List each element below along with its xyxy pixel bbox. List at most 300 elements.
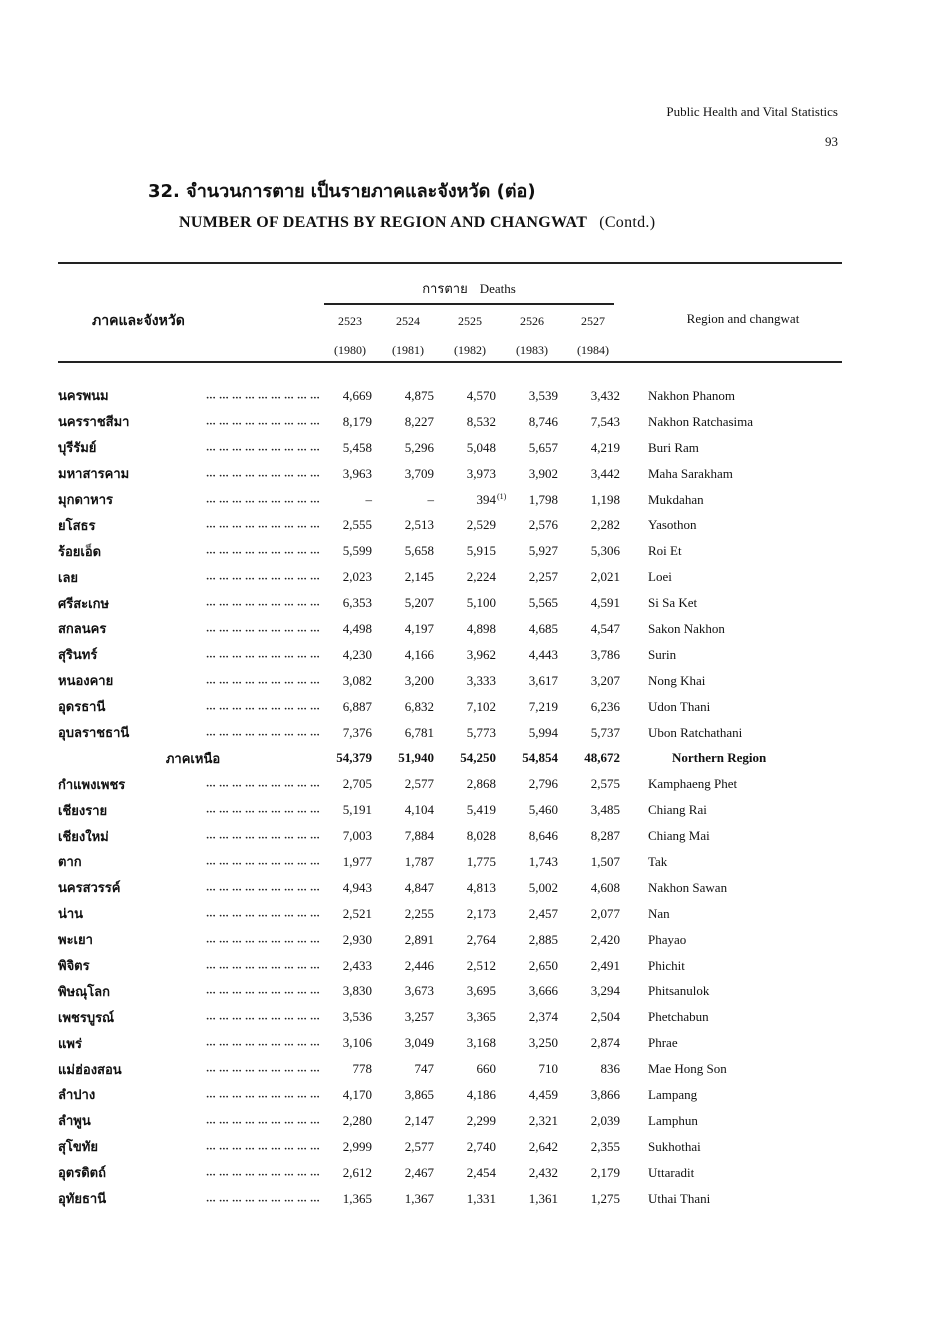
- deaths-value-text: 4,547: [590, 620, 620, 636]
- deaths-value-text: 2,179: [590, 1164, 620, 1180]
- table-row: [58, 668, 766, 694]
- deaths-value: [343, 699, 372, 715]
- changwat-english-name: Nan: [648, 905, 670, 921]
- deaths-value-text: 747: [414, 1061, 434, 1077]
- deaths-value: [591, 621, 620, 637]
- deaths-value-cell: [328, 512, 372, 538]
- deaths-value-cell: [558, 616, 620, 642]
- deaths-value-text: 3,673: [404, 983, 434, 999]
- table-row: [58, 435, 766, 461]
- table-row: [58, 927, 766, 953]
- deaths-value-cell: [434, 642, 496, 668]
- changwat-english-name: Roi Et: [648, 543, 682, 559]
- deaths-value: [343, 569, 372, 585]
- deaths-value: [343, 1139, 372, 1155]
- deaths-value: [529, 906, 558, 922]
- table-row: [58, 564, 766, 590]
- deaths-value: [467, 828, 496, 844]
- deaths-value: [591, 1139, 620, 1155]
- deaths-value-text: 2,355: [590, 1138, 620, 1154]
- deaths-value: [405, 414, 434, 430]
- deaths-value: [343, 906, 372, 922]
- changwat-thai-cell: [58, 435, 328, 461]
- deaths-value-cell: [434, 1030, 496, 1056]
- table-title-thai: 32. จำนวนการตาย เป็นรายภาคและจังหวัด (ต่อ): [148, 181, 536, 202]
- table-row: [58, 978, 766, 1004]
- deaths-value: [343, 543, 372, 559]
- table-row: [58, 849, 766, 875]
- changwat-english-name: Sakon Nakhon: [648, 620, 725, 636]
- deaths-value: [405, 906, 434, 922]
- table-row: [58, 694, 766, 720]
- changwat-thai-cell: [58, 1134, 328, 1160]
- deaths-value: [467, 725, 496, 741]
- deaths-value-text: 4,669: [342, 387, 372, 403]
- deaths-value: [467, 1009, 496, 1025]
- leader-dots: ... ... ... ... ... ... ... ... ...: [206, 467, 320, 480]
- deaths-value-cell: [496, 538, 558, 564]
- running-head: Public Health and Vital Statistics: [666, 104, 838, 119]
- deaths-value-text: 2,077: [590, 905, 620, 921]
- deaths-value-cell: [558, 1186, 620, 1212]
- changwat-thai-name: กำแพงเพชร: [58, 777, 126, 793]
- deaths-value-text: 4,219: [590, 439, 620, 455]
- deaths-value-cell: [496, 953, 558, 979]
- deaths-value-text: 1,775: [466, 853, 496, 869]
- deaths-value: [467, 569, 496, 585]
- deaths-value-text: 3,365: [466, 1009, 496, 1025]
- deaths-value-text: 5,565: [528, 595, 558, 611]
- changwat-thai-cell: [58, 1004, 328, 1030]
- deaths-value-cell: [558, 797, 620, 823]
- leader-dots: ... ... ... ... ... ... ... ... ...: [206, 415, 320, 428]
- changwat-english-name: Nakhon Sawan: [648, 879, 728, 895]
- year-ce-header: (1981): [392, 343, 424, 357]
- deaths-value-cell: [496, 564, 558, 590]
- deaths-value-text: 8,179: [342, 413, 372, 429]
- table-row: [58, 953, 766, 979]
- deaths-value-cell: [328, 1056, 372, 1082]
- deaths-value-text: 4,608: [590, 879, 620, 895]
- deaths-value: [343, 776, 372, 792]
- deaths-value-text: 2,577: [404, 776, 434, 792]
- leader-dots: ... ... ... ... ... ... ... ... ...: [206, 492, 320, 505]
- deaths-value-cell: [496, 1056, 558, 1082]
- changwat-thai-name: น่าน: [58, 907, 84, 923]
- deaths-value-cell: [558, 720, 620, 746]
- changwat-thai-name: อุบลราชธานี: [58, 726, 130, 742]
- changwat-thai-name: สกลนคร: [58, 622, 107, 638]
- changwat-english-name: Buri Ram: [648, 439, 699, 455]
- deaths-value-text: 2,432: [528, 1164, 558, 1180]
- deaths-value: [467, 983, 496, 999]
- table-row: [58, 409, 766, 435]
- changwat-english-name: Udon Thani: [648, 698, 711, 714]
- deaths-value-text: 4,898: [466, 620, 496, 636]
- deaths-value-cell: [496, 409, 558, 435]
- deaths-value-cell: [496, 1004, 558, 1030]
- deaths-value: [343, 621, 372, 637]
- deaths-value-cell: [434, 668, 496, 694]
- deaths-value: [529, 1035, 558, 1051]
- deaths-value-text: 8,028: [466, 828, 496, 844]
- deaths-value: [405, 621, 434, 637]
- deaths-value-cell: [434, 487, 507, 513]
- deaths-value-text: 778: [352, 1061, 372, 1077]
- deaths-value-cell: [328, 1186, 372, 1212]
- deaths-value: [591, 725, 620, 741]
- deaths-value-cell: [496, 978, 558, 1004]
- deaths-value: [467, 1087, 496, 1103]
- deaths-value: [467, 647, 496, 663]
- deaths-value-cell: [372, 1186, 434, 1212]
- leader-dots: ... ... ... ... ... ... ... ... ...: [206, 441, 320, 454]
- table-row: [58, 1186, 766, 1212]
- deaths-value: [405, 388, 434, 404]
- deaths-value-cell: [434, 590, 496, 616]
- deaths-value-text: 8,227: [404, 413, 434, 429]
- deaths-value-text: 2,504: [590, 1009, 620, 1025]
- deaths-value-text: 660: [476, 1061, 496, 1077]
- deaths-value-cell: [328, 745, 372, 771]
- deaths-value-cell: [434, 383, 496, 409]
- deaths-value-cell: [434, 901, 496, 927]
- deaths-value-cell: [558, 694, 620, 720]
- deaths-value: [522, 750, 558, 766]
- deaths-value-text: 5,296: [404, 439, 434, 455]
- deaths-value-cell: [372, 797, 434, 823]
- deaths-value-cell: [372, 1134, 434, 1160]
- deaths-value-text: 3,082: [342, 672, 372, 688]
- changwat-thai-name: นครราชสีมา: [58, 415, 130, 431]
- changwat-thai-name: สุโขทัย: [58, 1140, 98, 1156]
- deaths-value-cell: [372, 1108, 434, 1134]
- deaths-value-text: 5,191: [342, 802, 372, 818]
- deaths-value-cell: [434, 927, 496, 953]
- deaths-value-cell: [328, 668, 372, 694]
- deaths-value-text: 2,039: [590, 1112, 620, 1128]
- deaths-value-cell: [496, 512, 558, 538]
- deaths-value-text: 3,617: [528, 672, 558, 688]
- deaths-value: [467, 440, 496, 456]
- deaths-value-cell: [372, 461, 434, 487]
- deaths-value-cell: [372, 1030, 434, 1056]
- changwat-thai-name: แม่ฮ่องสอน: [58, 1062, 122, 1078]
- table-row: [58, 797, 766, 823]
- deaths-value-cell: [496, 927, 558, 953]
- deaths-value-text: 2,555: [342, 517, 372, 533]
- deaths-value-text: 2,529: [466, 517, 496, 533]
- deaths-value-text: –: [365, 491, 372, 507]
- table-row: [58, 1082, 766, 1108]
- deaths-value-cell: [496, 771, 558, 797]
- deaths-value-cell: [434, 1004, 496, 1030]
- table-row: [58, 538, 766, 564]
- deaths-value: [529, 673, 558, 689]
- deaths-value: [529, 1087, 558, 1103]
- deaths-value-text: 3,786: [590, 646, 620, 662]
- table-row: [58, 875, 766, 901]
- deaths-value: [343, 673, 372, 689]
- deaths-value-cell: [434, 1134, 496, 1160]
- deaths-value-cell: [328, 797, 372, 823]
- year-ce-header: (1982): [454, 343, 486, 357]
- deaths-value: [591, 1035, 620, 1051]
- deaths-value-text: 2,705: [342, 776, 372, 792]
- changwat-thai-name: มหาสารคาม: [58, 467, 130, 483]
- leader-dots: ... ... ... ... ... ... ... ... ...: [206, 907, 320, 920]
- deaths-value-text: 2,891: [404, 931, 434, 947]
- deaths-value-text: 1,743: [528, 853, 558, 869]
- deaths-value-cell: [558, 875, 620, 901]
- deaths-value-text: 3,962: [466, 646, 496, 662]
- deaths-value-cell: [328, 823, 372, 849]
- deaths-value: [467, 880, 496, 896]
- year-be-header: 2524: [396, 314, 420, 328]
- deaths-value-text: 3,294: [590, 983, 620, 999]
- deaths-value-cell: [328, 1134, 372, 1160]
- deaths-value-text: 2,764: [466, 931, 496, 947]
- deaths-value-cell: [496, 694, 558, 720]
- deaths-value: [591, 699, 620, 715]
- deaths-value: [529, 1009, 558, 1025]
- deaths-value: [343, 1191, 372, 1207]
- deaths-value-text: 3,442: [590, 465, 620, 481]
- deaths-value-text: 3,709: [404, 465, 434, 481]
- table-title-english: [179, 214, 655, 232]
- deaths-value-text: 5,599: [342, 543, 372, 559]
- deaths-value: [529, 1191, 558, 1207]
- deaths-value-cell: [372, 409, 434, 435]
- deaths-value: [343, 1113, 372, 1129]
- deaths-value-text: 2,224: [466, 569, 496, 585]
- deaths-value-text: 1,275: [590, 1190, 620, 1206]
- deaths-value-cell: [372, 694, 434, 720]
- deaths-value-cell: [558, 1134, 620, 1160]
- deaths-value-text: 5,927: [528, 543, 558, 559]
- deaths-value: [467, 776, 496, 792]
- deaths-value: [343, 1165, 372, 1181]
- deaths-value: [343, 1009, 372, 1025]
- deaths-value: [529, 699, 558, 715]
- deaths-thai: การตาย: [422, 281, 468, 296]
- deaths-value: [405, 1009, 434, 1025]
- deaths-value-cell: [434, 823, 496, 849]
- deaths-value-cell: [558, 383, 620, 409]
- deaths-value-cell: [558, 1082, 620, 1108]
- changwat-thai-name: พิษณุโลก: [58, 984, 111, 1000]
- deaths-value-text: 1,367: [404, 1190, 434, 1206]
- deaths-value-text: 6,236: [590, 698, 620, 714]
- deaths-value-text: 2,796: [528, 776, 558, 792]
- deaths-value-cell: [434, 435, 496, 461]
- deaths-value-text: 2,650: [528, 957, 558, 973]
- changwat-english-name: Chiang Mai: [648, 828, 710, 844]
- changwat-thai-name: นครพนม: [58, 389, 109, 405]
- deaths-value: [405, 517, 434, 533]
- deaths-value: [529, 440, 558, 456]
- deaths-english: Deaths: [479, 281, 516, 296]
- deaths-value: [405, 983, 434, 999]
- changwat-english-name: Chiang Rai: [648, 802, 707, 818]
- changwat-english-name: Maha Sarakham: [648, 465, 733, 481]
- deaths-value: [591, 595, 620, 611]
- leader-dots: ... ... ... ... ... ... ... ... ...: [206, 803, 320, 816]
- deaths-value-text: 6,781: [404, 724, 434, 740]
- changwat-thai-name: พิจิตร: [58, 959, 90, 975]
- deaths-value: [591, 1191, 620, 1207]
- changwat-thai-cell: [58, 849, 328, 875]
- deaths-value-text: 54,854: [522, 750, 558, 766]
- leader-dots: ... ... ... ... ... ... ... ... ...: [206, 1036, 320, 1049]
- leader-dots: ... ... ... ... ... ... ... ... ...: [206, 725, 320, 738]
- deaths-value-cell: [558, 590, 620, 616]
- changwat-english-name: Sukhothai: [648, 1138, 701, 1154]
- deaths-value-text: 6,353: [342, 595, 372, 611]
- deaths-value: [591, 1009, 620, 1025]
- deaths-value: [343, 517, 372, 533]
- table-top-rule: [58, 262, 842, 264]
- deaths-value-cell: [558, 512, 620, 538]
- deaths-value-cell: [434, 694, 496, 720]
- deaths-value-text: 3,432: [590, 387, 620, 403]
- deaths-value-text: 2,521: [342, 905, 372, 921]
- changwat-english-name: Mae Hong Son: [648, 1061, 727, 1077]
- deaths-value: [476, 491, 507, 508]
- deaths-value-cell: [434, 978, 496, 1004]
- deaths-value-text: 4,166: [404, 646, 434, 662]
- leader-dots: ... ... ... ... ... ... ... ... ...: [206, 570, 320, 583]
- deaths-value-cell: [558, 1004, 620, 1030]
- deaths-value-cell: [434, 720, 496, 746]
- deaths-value-cell: [328, 901, 372, 927]
- deaths-value-cell: [558, 564, 620, 590]
- deaths-value-cell: [328, 590, 372, 616]
- deaths-value: [398, 750, 434, 766]
- deaths-value-cell: [434, 616, 496, 642]
- changwat-english-name: Phayao: [648, 931, 687, 947]
- leader-dots: ... ... ... ... ... ... ... ... ...: [206, 829, 320, 842]
- deaths-value: [601, 1061, 621, 1077]
- deaths-value-cell: [496, 823, 558, 849]
- deaths-value: [343, 414, 372, 430]
- deaths-value-cell: [372, 849, 434, 875]
- deaths-value: [353, 1061, 373, 1077]
- year-be-header: 2525: [458, 314, 482, 328]
- deaths-value-text: 7,219: [528, 698, 558, 714]
- deaths-value-text: 5,460: [528, 802, 558, 818]
- deaths-value-text: 7,376: [342, 724, 372, 740]
- deaths-value-cell: [328, 927, 372, 953]
- changwat-english-name: Lamphun: [648, 1112, 698, 1128]
- changwat-thai-cell: [58, 927, 328, 953]
- changwat-thai-name: อุทัยธานี: [58, 1192, 107, 1208]
- deaths-value-text: 3,200: [404, 672, 434, 688]
- table-row: [58, 642, 766, 668]
- table-row: [58, 771, 766, 797]
- changwat-english-name: Kamphaeng Phet: [648, 776, 738, 792]
- deaths-value: [529, 932, 558, 948]
- deaths-value-text: 4,230: [342, 646, 372, 662]
- deaths-value-cell: [558, 487, 620, 513]
- deaths-value-text: 2,999: [342, 1138, 372, 1154]
- leader-dots: ... ... ... ... ... ... ... ... ...: [206, 881, 320, 894]
- deaths-value-text: 4,498: [342, 620, 372, 636]
- leader-dots: ... ... ... ... ... ... ... ... ...: [206, 958, 320, 971]
- title-english-text: NUMBER OF DEATHS BY REGION AND CHANGWAT: [179, 214, 588, 231]
- deaths-value: [405, 958, 434, 974]
- deaths-value-text: 5,994: [528, 724, 558, 740]
- leader-dots: ... ... ... ... ... ... ... ... ...: [206, 544, 320, 557]
- deaths-value-text: 2,280: [342, 1112, 372, 1128]
- deaths-value-text: 4,459: [528, 1086, 558, 1102]
- changwat-thai-cell: [58, 668, 328, 694]
- footnote-marker: (1): [497, 491, 507, 501]
- deaths-value-cell: [434, 1082, 496, 1108]
- deaths-value: [591, 906, 620, 922]
- deaths-value-cell: [434, 1186, 496, 1212]
- deaths-value-text: 54,379: [336, 750, 372, 766]
- deaths-value-text: 1,507: [590, 853, 620, 869]
- changwat-english-name: Si Sa Ket: [648, 595, 698, 611]
- deaths-value-cell: [372, 1004, 434, 1030]
- deaths-value: [529, 414, 558, 430]
- changwat-thai-name: สุรินทร์: [58, 648, 98, 664]
- changwat-thai-cell: [58, 564, 328, 590]
- deaths-value-text: 3,049: [404, 1035, 434, 1051]
- deaths-value-text: 2,454: [466, 1164, 496, 1180]
- deaths-value: [591, 828, 620, 844]
- deaths-value: [529, 595, 558, 611]
- deaths-value: [529, 621, 558, 637]
- deaths-value-text: 1,198: [590, 491, 620, 507]
- deaths-value-text: 2,491: [590, 957, 620, 973]
- deaths-value-cell: [558, 538, 620, 564]
- changwat-english-name: Uttaradit: [648, 1164, 695, 1180]
- deaths-value: [529, 725, 558, 741]
- changwat-thai-name: อุตรดิตถ์: [58, 1166, 106, 1182]
- leader-dots: ... ... ... ... ... ... ... ... ...: [206, 389, 320, 402]
- table-row: [58, 1108, 766, 1134]
- year-ce-header: (1984): [577, 343, 609, 357]
- deaths-value-text: 2,257: [528, 569, 558, 585]
- deaths-value: [405, 647, 434, 663]
- deaths-value-text: 4,875: [404, 387, 434, 403]
- changwat-thai-name: นครสวรรค์: [58, 881, 121, 897]
- deaths-value: [405, 673, 434, 689]
- leader-dots: ... ... ... ... ... ... ... ... ...: [206, 674, 320, 687]
- changwat-thai-cell: [58, 383, 328, 409]
- deaths-value: [467, 595, 496, 611]
- deaths-value: [591, 543, 620, 559]
- deaths-value-cell: [434, 512, 496, 538]
- deaths-value-cell: [558, 435, 620, 461]
- deaths-value-text: 4,943: [342, 879, 372, 895]
- deaths-value-cell: [496, 875, 558, 901]
- deaths-value-cell: [372, 901, 434, 927]
- deaths-value: [343, 983, 372, 999]
- changwat-thai-cell: [58, 409, 328, 435]
- deaths-value-text: 5,773: [466, 724, 496, 740]
- deaths-value: [467, 517, 496, 533]
- deaths-value-cell: [372, 487, 434, 513]
- deaths-value: [529, 1165, 558, 1181]
- deaths-value-text: 6,887: [342, 698, 372, 714]
- deaths-value: [336, 750, 372, 766]
- deaths-value-text: 3,695: [466, 983, 496, 999]
- deaths-value: [467, 414, 496, 430]
- leader-dots: ... ... ... ... ... ... ... ... ...: [206, 596, 320, 609]
